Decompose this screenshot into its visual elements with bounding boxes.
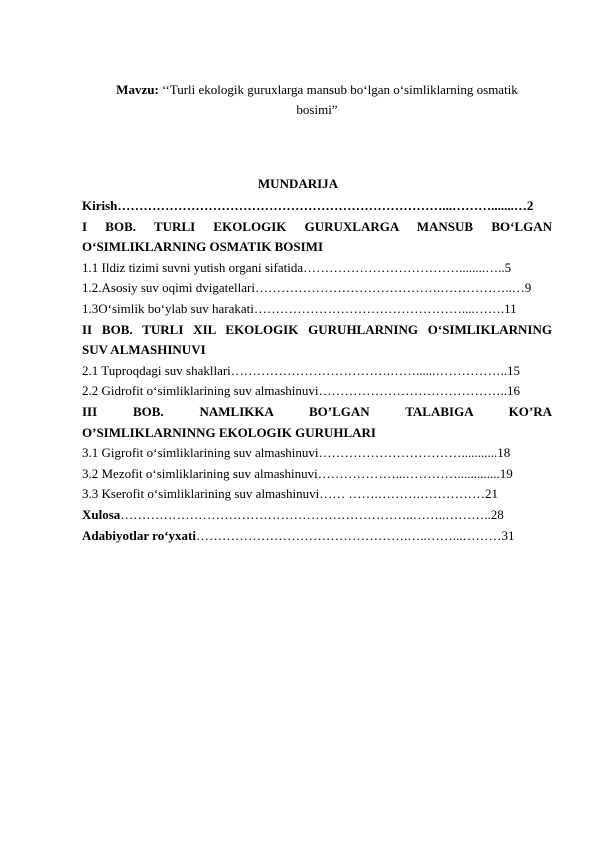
toc-conclusion (82, 505, 552, 526)
toc-chapter-1 (82, 217, 552, 258)
toc-chapter-2 (82, 320, 552, 361)
toc-section-1-2: 1.2.Asosiy suv oqimi dvigatellari…………………………………….……………..…9 (82, 280, 532, 296)
table-of-contents (82, 196, 552, 546)
toc-intro: Kirish…………………………………………………………………...……….......…2 (82, 198, 534, 213)
contents-heading: MUNDARIJA (257, 176, 339, 191)
toc-section-2-1: 2.1 Tuproqdagi suv shakllari……………………………….……......……………..15 (82, 362, 521, 378)
topic-block (82, 80, 552, 120)
toc-chapter-2-line-1: II BOB. TURLI XIL EKOLOGIK GURUHLARNING O‘SIMLIKLARNING (82, 321, 552, 337)
toc-section-2-2: 2.2 Gidrofit o‘simliklarining suv almashinuvi……………………………………..16 (82, 383, 521, 399)
toc-references-label: Adabiyotlar ro‘yxati (82, 527, 196, 543)
toc-conclusion-leader: …………………………………………………………..……..………..28 (120, 506, 504, 522)
toc-references-leader: ………………………………………….…..……...………31 (196, 527, 515, 543)
toc-section-3-3: 3.3 Kserofit o‘simliklarining suv almashinuvi…… …….……….……………21 (82, 486, 498, 502)
topic-text-1: ‘‘Turli ekologik guruxlarga mansub bo‘lgan o‘simliklarning osmatik (158, 82, 518, 97)
toc-references (82, 526, 552, 547)
toc-section-3-1: 3.1 Gigrofit o‘simliklarining suv almashinuvi……………………………...........18 (82, 445, 511, 461)
toc-chapter-3-line-2: O’SIMLIKLARNINNG EKOLOGIK GURUHLARI (82, 424, 376, 440)
topic-line-2: bosimi” (296, 102, 338, 117)
toc-chapter-3-line-1: III BOB. NAMLIKKA BO’LGAN TALABIGA KO’RA (82, 403, 552, 419)
toc-chapter-1-line-2: O‘SIMLIKLARNING OSMATIK BOSIMI (82, 239, 324, 255)
topic-line-1 (82, 80, 552, 100)
toc-chapter-3 (82, 402, 552, 443)
toc-section-1-1: 1.1 Ildiz tizimi suvni yutish organi sifatida………………………………........…..5 (82, 259, 512, 275)
toc-chapter-2-line-2: SUV ALMASHINUVI (82, 342, 206, 358)
toc-chapter-1-line-1: I BOB. TURLI EKOLOGIK GURUXLARGA MANSUB BO‘LGAN (82, 218, 552, 234)
toc-section-3-2: 3.2 Mezofit o‘simliklarining suv almashinuvi………………...………….............19 (82, 465, 513, 481)
toc-section-1-3: 1.3O‘simlik bo‘ylab suv harakati…………………………………………....…….11 (82, 300, 517, 316)
toc-conclusion-label: Xulosa (82, 506, 121, 522)
topic-label: Mavzu: (116, 82, 159, 97)
